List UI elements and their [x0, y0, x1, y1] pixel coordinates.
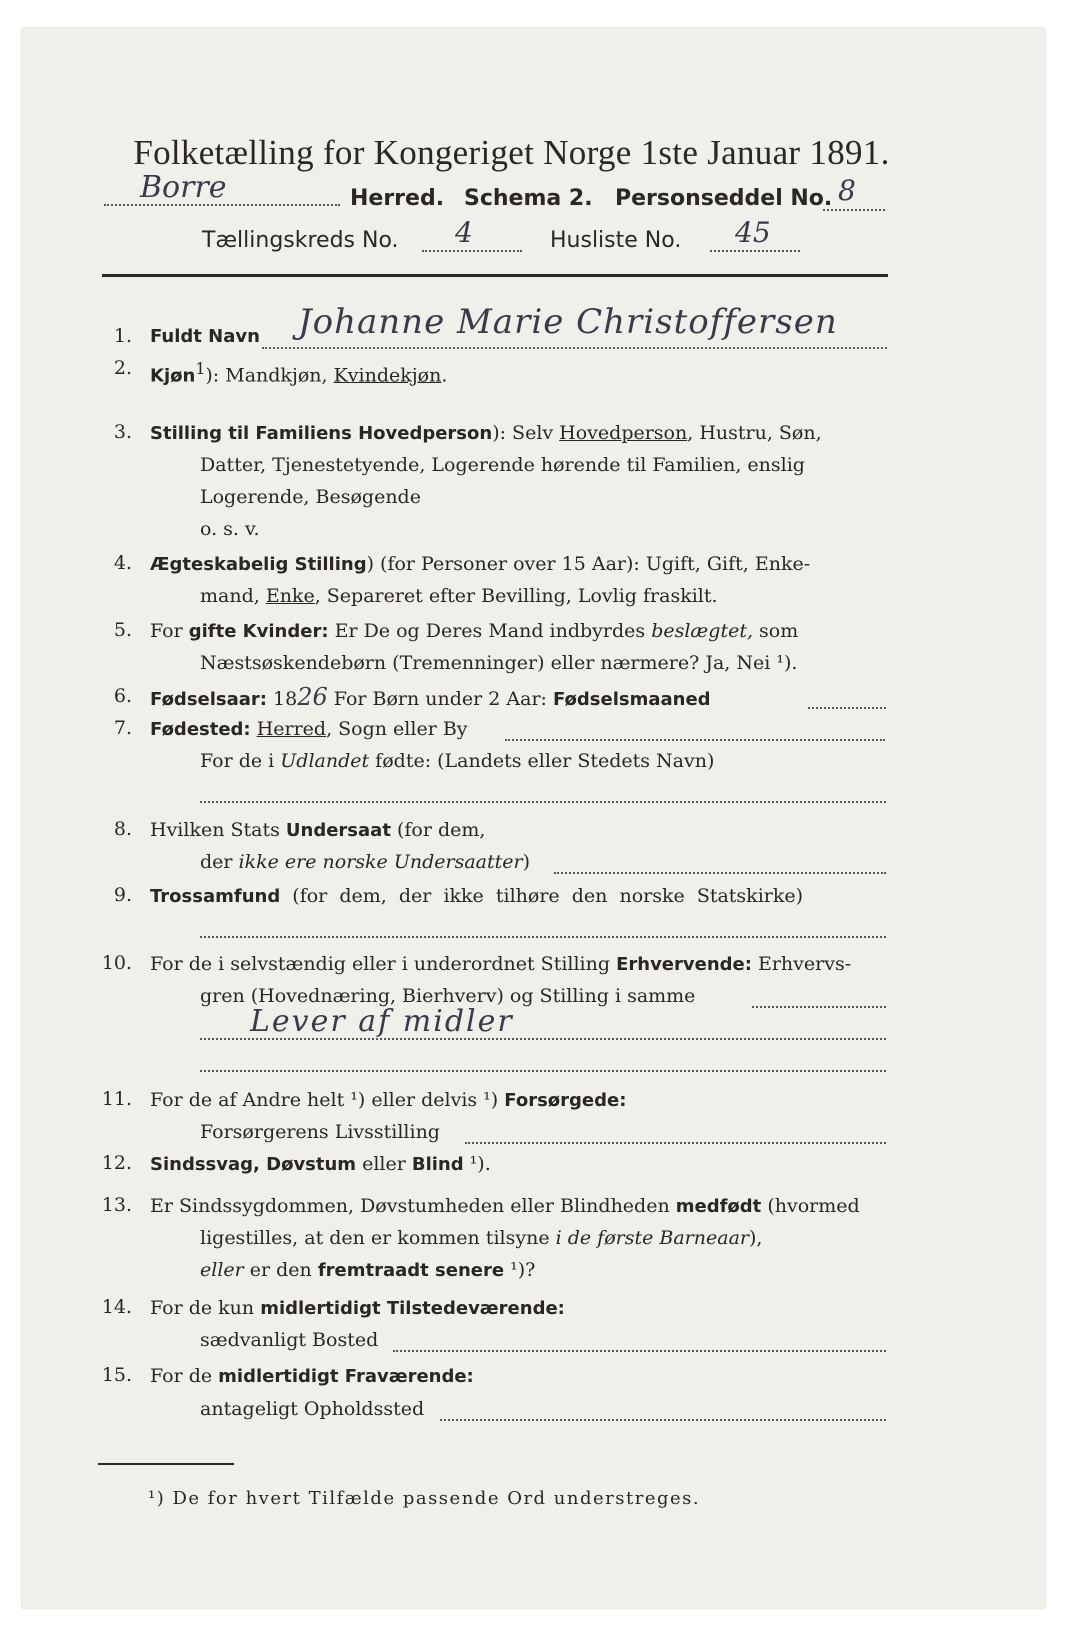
q11-line2: Forsørgerens Livsstilling	[200, 1121, 440, 1143]
q13-line2-end: ),	[749, 1227, 763, 1249]
schema-label: Schema 2.	[464, 186, 593, 211]
q4-label: Ægteskabelig Stilling	[150, 554, 367, 575]
q2-text-end: .	[441, 364, 448, 387]
q3-line3: Logerende, Besøgende	[200, 486, 421, 508]
q6-line	[150, 685, 711, 712]
q12-number: 12.	[101, 1152, 132, 1174]
q3-text-end: , Hustru, Søn,	[687, 422, 822, 444]
header-rule	[102, 274, 888, 277]
q9-text: (for dem, der ikke tilhøre den norske Statskirke)	[280, 885, 804, 907]
q14-line1	[150, 1296, 565, 1321]
q13-line2	[200, 1226, 762, 1250]
q1-field-line	[262, 347, 887, 349]
q7-line2	[200, 749, 714, 773]
husliste-value: 45	[735, 216, 771, 249]
q8-line1	[150, 818, 485, 843]
q7-label: Fødested:	[150, 719, 251, 740]
q12-label2: Blind	[411, 1154, 464, 1175]
kreds-field-line	[422, 250, 522, 252]
q4-underlined-option: Enke	[265, 585, 315, 607]
personseddel-value: 8	[838, 174, 856, 207]
q7-number: 7.	[113, 717, 132, 739]
q5-text: Er De og Deres Mand indbyrdes	[328, 620, 652, 642]
q4-line2	[200, 584, 718, 608]
personseddel-field-line	[823, 209, 885, 211]
q11-label: Forsørgede:	[504, 1090, 627, 1111]
q8-line2-end: )	[522, 851, 530, 873]
q8-line2-start: der	[200, 851, 239, 873]
q5-label: gifte Kvinder:	[188, 621, 329, 642]
q8-field-line	[554, 872, 886, 874]
q10-number: 10.	[101, 952, 132, 974]
q1-name-value: Johanne Marie Christoffersen	[298, 302, 838, 342]
footnote-rule	[98, 1463, 234, 1465]
footnote: ¹) De for hvert Tilfælde passende Ord understreges.	[148, 1488, 701, 1509]
q9-line	[150, 884, 803, 909]
q10-label: Erhvervende:	[616, 954, 752, 975]
q13-line1	[150, 1194, 860, 1219]
q14-label: midlertidigt Tilstedeværende:	[260, 1298, 565, 1319]
q3-label: Stilling til Familiens Hovedperson	[150, 423, 493, 444]
q4-line2-end: , Separeret efter Bevilling, Lovlig fraskilt.	[314, 585, 718, 607]
q5-text-end: som	[753, 620, 799, 642]
q2-underlined-option: Kvindekjøn	[333, 364, 442, 387]
q10-line1	[150, 952, 851, 977]
q2-text: ): Mandkjøn,	[205, 364, 334, 387]
q14-number: 14.	[101, 1296, 132, 1318]
q13-text-end: (hvormed	[761, 1195, 860, 1217]
q7-field-line2	[200, 801, 886, 803]
q13-line3	[200, 1258, 535, 1283]
q7-line1	[150, 717, 468, 742]
q15-line2: antageligt Opholdssted	[200, 1398, 425, 1420]
q15-line1	[150, 1364, 474, 1389]
q6-century: 18	[267, 688, 298, 710]
q9-label: Trossamfund	[150, 886, 281, 907]
q2-label: Kjøn	[150, 365, 196, 387]
q6-year-value: 26	[297, 683, 328, 711]
q4-number: 4.	[113, 552, 132, 574]
q5-prefix: For	[150, 620, 189, 642]
q4-line2-start: mand,	[200, 585, 266, 607]
q6-field-line	[808, 707, 886, 709]
q3-line4: o. s. v.	[200, 518, 260, 540]
husliste-field-line	[710, 250, 800, 252]
q1-number: 1.	[113, 325, 132, 347]
q11-line1	[150, 1088, 626, 1113]
q6-label2: Fødselsmaaned	[552, 689, 711, 710]
q10-field-line	[752, 1006, 886, 1008]
q2-sup: 1	[195, 359, 206, 378]
q11-field-line	[465, 1142, 886, 1144]
q6-label: Fødselsaar:	[150, 689, 267, 710]
herred-label: Herred.	[350, 186, 445, 211]
q8-text-end: (for dem,	[390, 819, 486, 841]
q7-italic: Udlandet	[280, 750, 370, 772]
q10-field-line3	[200, 1070, 886, 1072]
q6-text: For Børn under 2 Aar:	[327, 688, 553, 710]
q7-field-line	[505, 739, 885, 741]
q13-label2: fremtraadt senere	[317, 1260, 505, 1281]
q10-text: For de i selvstændig eller i underordnet Stilling	[150, 953, 617, 975]
husliste-label: Husliste No.	[550, 228, 682, 253]
q5-line2: Næstsøskendebørn (Tremenninger) eller nærmere? Ja, Nei ¹).	[200, 652, 798, 674]
q4-text: ) (for Personer over 15 Aar): Ugift, Gift, Enke-	[366, 553, 811, 575]
q8-label: Undersaat	[285, 820, 391, 841]
herred-value: Borre	[140, 170, 227, 205]
q3-text: ): Selv	[492, 422, 560, 444]
q14-text: For de kun	[150, 1297, 261, 1319]
q3-underlined-option: Hovedperson	[559, 422, 688, 444]
q13-line2-start: ligestilles, at den er kommen tilsyne	[200, 1227, 556, 1249]
q13-label: medfødt	[675, 1196, 762, 1217]
q8-line2	[200, 850, 530, 874]
q9-number: 9.	[113, 884, 132, 906]
q13-line3-text: er den	[243, 1259, 318, 1281]
q1-label: Fuldt Navn	[150, 326, 260, 347]
q13-line3-italic: eller	[200, 1259, 244, 1281]
q7-text: , Sogn eller By	[326, 718, 468, 740]
q5-line1	[150, 619, 798, 644]
q13-line3-end: ¹)?	[504, 1259, 536, 1281]
q9-field-line	[200, 936, 886, 938]
q5-number: 5.	[113, 619, 132, 641]
q11-number: 11.	[101, 1088, 132, 1110]
q14-field-line	[393, 1350, 886, 1352]
q3-line2: Datter, Tjenestetyende, Logerende hørende til Familien, enslig	[200, 454, 805, 476]
q2-line	[150, 357, 447, 388]
q12-text: eller	[356, 1153, 412, 1175]
q3-number: 3.	[113, 421, 132, 443]
q8-number: 8.	[113, 818, 132, 840]
q7-line2-end: fødte: (Landets eller Stedets Navn)	[369, 750, 715, 772]
form-title: Folketælling for Kongeriget Norge 1ste Januar 1891.	[133, 133, 890, 172]
q5-italic: beslægtet,	[651, 620, 754, 642]
kreds-value: 4	[455, 216, 473, 249]
q13-text: Er Sindssygdommen, Døvstumheden eller Blindheden	[150, 1195, 676, 1217]
q10-text-end: Erhvervs-	[751, 953, 852, 975]
q12-text-end: ¹).	[463, 1153, 491, 1175]
q15-text: For de	[150, 1365, 219, 1387]
q8-text: Hvilken Stats	[150, 819, 286, 841]
q15-number: 15.	[101, 1364, 132, 1386]
q10-line2: gren (Hovednæring, Bierhverv) og Stilling i samme	[200, 985, 696, 1007]
q11-text: For de af Andre helt ¹) eller delvis ¹)	[150, 1089, 505, 1111]
q13-number: 13.	[101, 1194, 132, 1216]
q12-line	[150, 1152, 491, 1177]
q15-label: midlertidigt Fraværende:	[218, 1366, 474, 1387]
q8-italic: ikke ere norske Undersaatter	[238, 851, 523, 873]
personseddel-label: Personseddel No.	[615, 186, 833, 211]
q10-occupation-value: Lever af midler	[250, 1004, 514, 1039]
q6-number: 6.	[113, 685, 132, 707]
q7-underlined-option: Herred	[256, 718, 327, 740]
q7-line2-start: For de i	[200, 750, 281, 772]
kreds-label: Tællingskreds No.	[202, 228, 399, 253]
q2-number: 2.	[113, 357, 132, 379]
q15-field-line	[440, 1419, 886, 1421]
q4-line1	[150, 552, 810, 577]
q14-line2: sædvanligt Bosted	[200, 1329, 379, 1351]
q13-italic: i de første Barneaar	[555, 1227, 749, 1249]
q3-line1	[150, 421, 822, 446]
q12-label: Sindssvag, Døvstum	[150, 1154, 357, 1175]
